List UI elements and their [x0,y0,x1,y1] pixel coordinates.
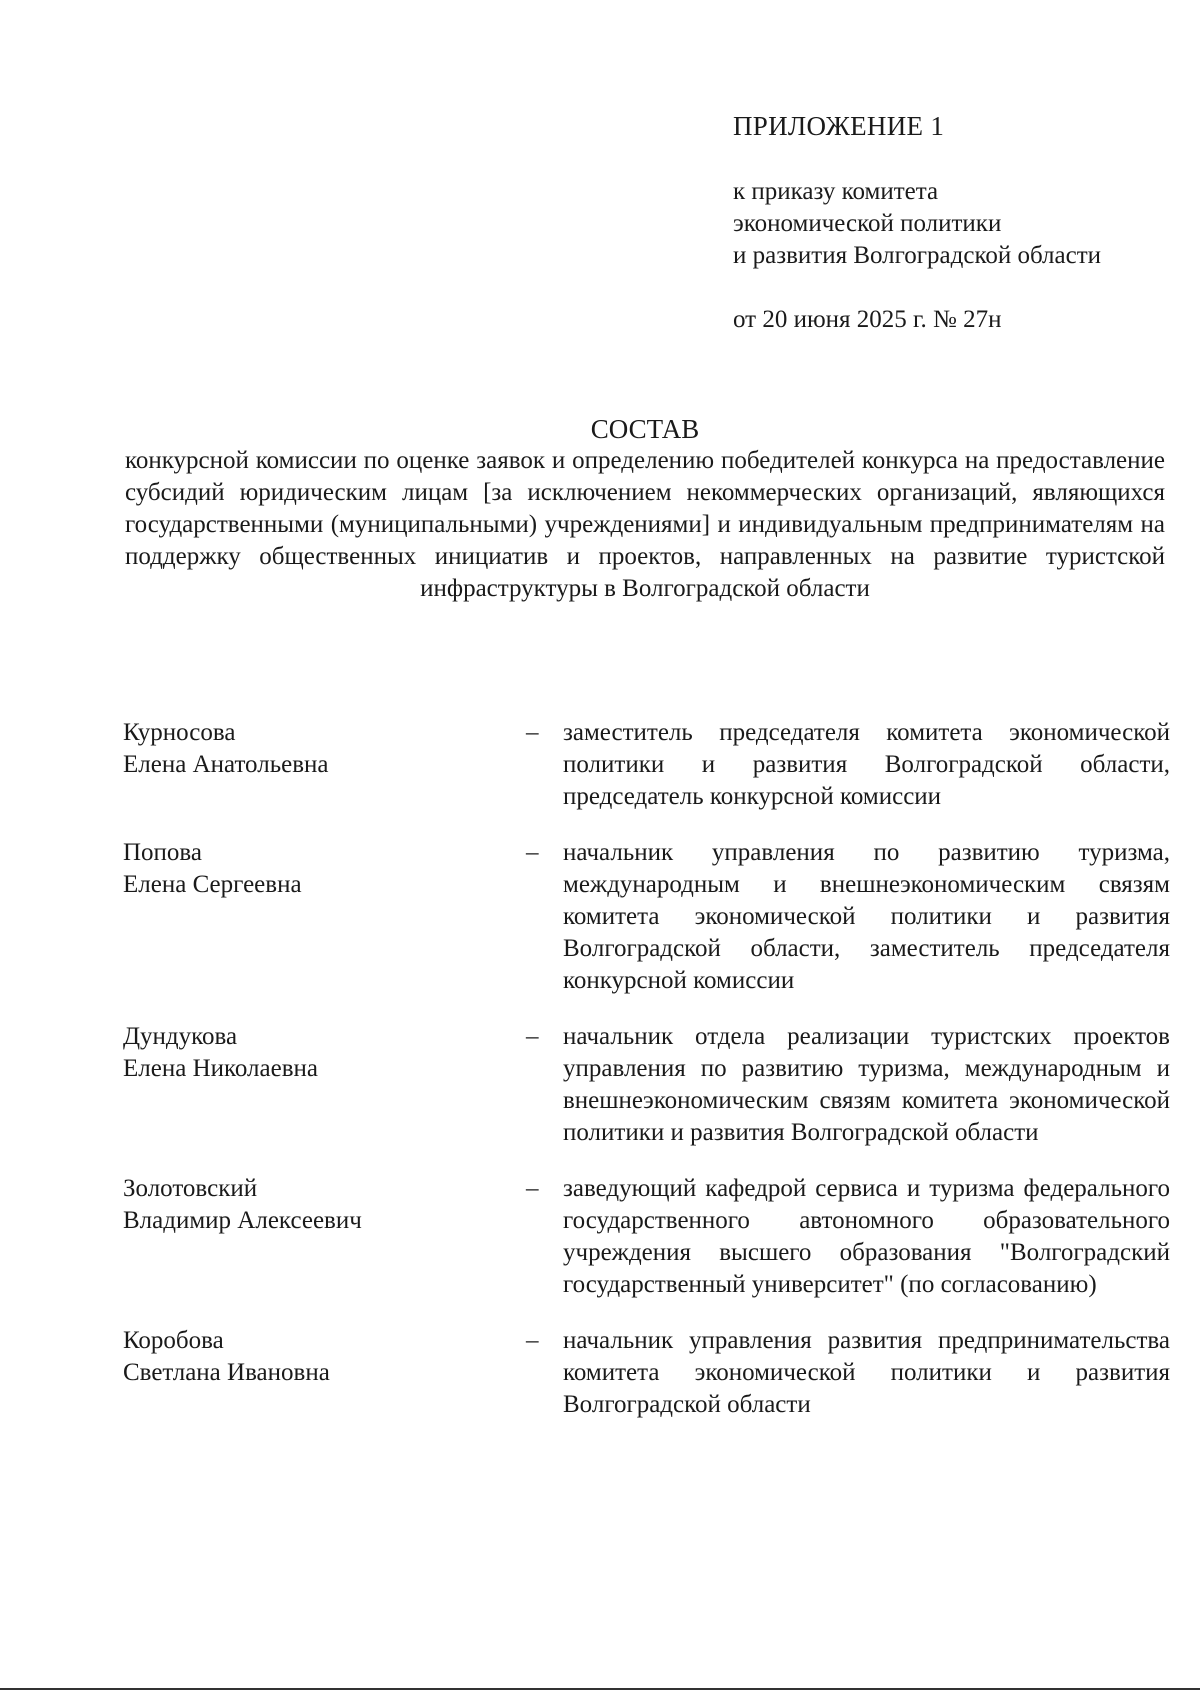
member-given-name: Елена Анатольевна [123,751,329,778]
member-dash: – [526,1327,539,1354]
member-surname: Золотовский [123,1175,258,1202]
member-row [123,1325,1170,1421]
appendix-committee-line: экономической политики [733,210,1002,237]
heading-description: конкурсной комиссии по оценке заявок и определению победителей конкурса на предоставление субсидий юридическим лицам [за исключением некоммерческих организаций, являющихся государственными (муниципальными) учреждениями] и индивидуальным предпринимателям на поддержку общественных инициатив и проектов, направленных на развитие туристской инфраструктуры в Волгоградской области [125,447,1165,602]
member-name [123,1325,521,1389]
member-given-name: Владимир Алексеевич [123,1207,362,1234]
member-name [123,717,521,781]
appendix-date: от 20 июня 2025 г. № 27н [733,306,1002,333]
heading-title: СОСТАВ [590,414,700,444]
member-surname: Попова [123,839,203,866]
member-given-name: Елена Сергеевна [123,871,302,898]
member-role: начальник отдела реализации туристских проектов управления по развитию туризма, международным и внешнеэкономическим связям комитета экономической политики и развития Волгоградской области [563,1023,1170,1146]
member-dash: – [526,719,539,746]
member-row [123,837,1170,997]
member-row [123,1021,1170,1149]
appendix-title: ПРИЛОЖЕНИЕ 1 [733,111,945,141]
member-name [123,1173,521,1237]
page-bottom-rule [0,1688,1200,1690]
member-dash: – [526,839,539,866]
member-surname: Коробова [123,1327,224,1354]
appendix-order-line: к приказу комитета [733,178,939,205]
member-row [123,1173,1170,1301]
appendix-block [733,110,1173,336]
member-name [123,1021,521,1085]
member-row [123,717,1170,813]
member-given-name: Елена Николаевна [123,1055,318,1082]
member-role: начальник управления развития предпринимательства комитета экономической политики и развития Волгоградской области [563,1327,1170,1418]
document-heading [125,413,1165,605]
member-role: заведующий кафедрой сервиса и туризма федерального государственного автономного образовательного учреждения высшего образования "Волгоградский государственный университет" (по согласованию) [563,1175,1170,1298]
members-list [123,717,1170,1421]
member-surname: Дундукова [123,1023,238,1050]
member-role: заместитель председателя комитета экономической политики и развития Волгоградской области, председатель конкурсной комиссии [563,719,1170,810]
member-name [123,837,521,901]
member-dash: – [526,1023,539,1050]
appendix-region-line: и развития Волгоградской области [733,242,1102,269]
member-role: начальник управления по развитию туризма, международным и внешнеэкономическим связям комитета экономической политики и развития Волгоградской области, заместитель председателя конкурсной комиссии [563,839,1170,994]
member-given-name: Светлана Ивановна [123,1359,330,1386]
member-dash: – [526,1175,539,1202]
member-surname: Курносова [123,719,236,746]
